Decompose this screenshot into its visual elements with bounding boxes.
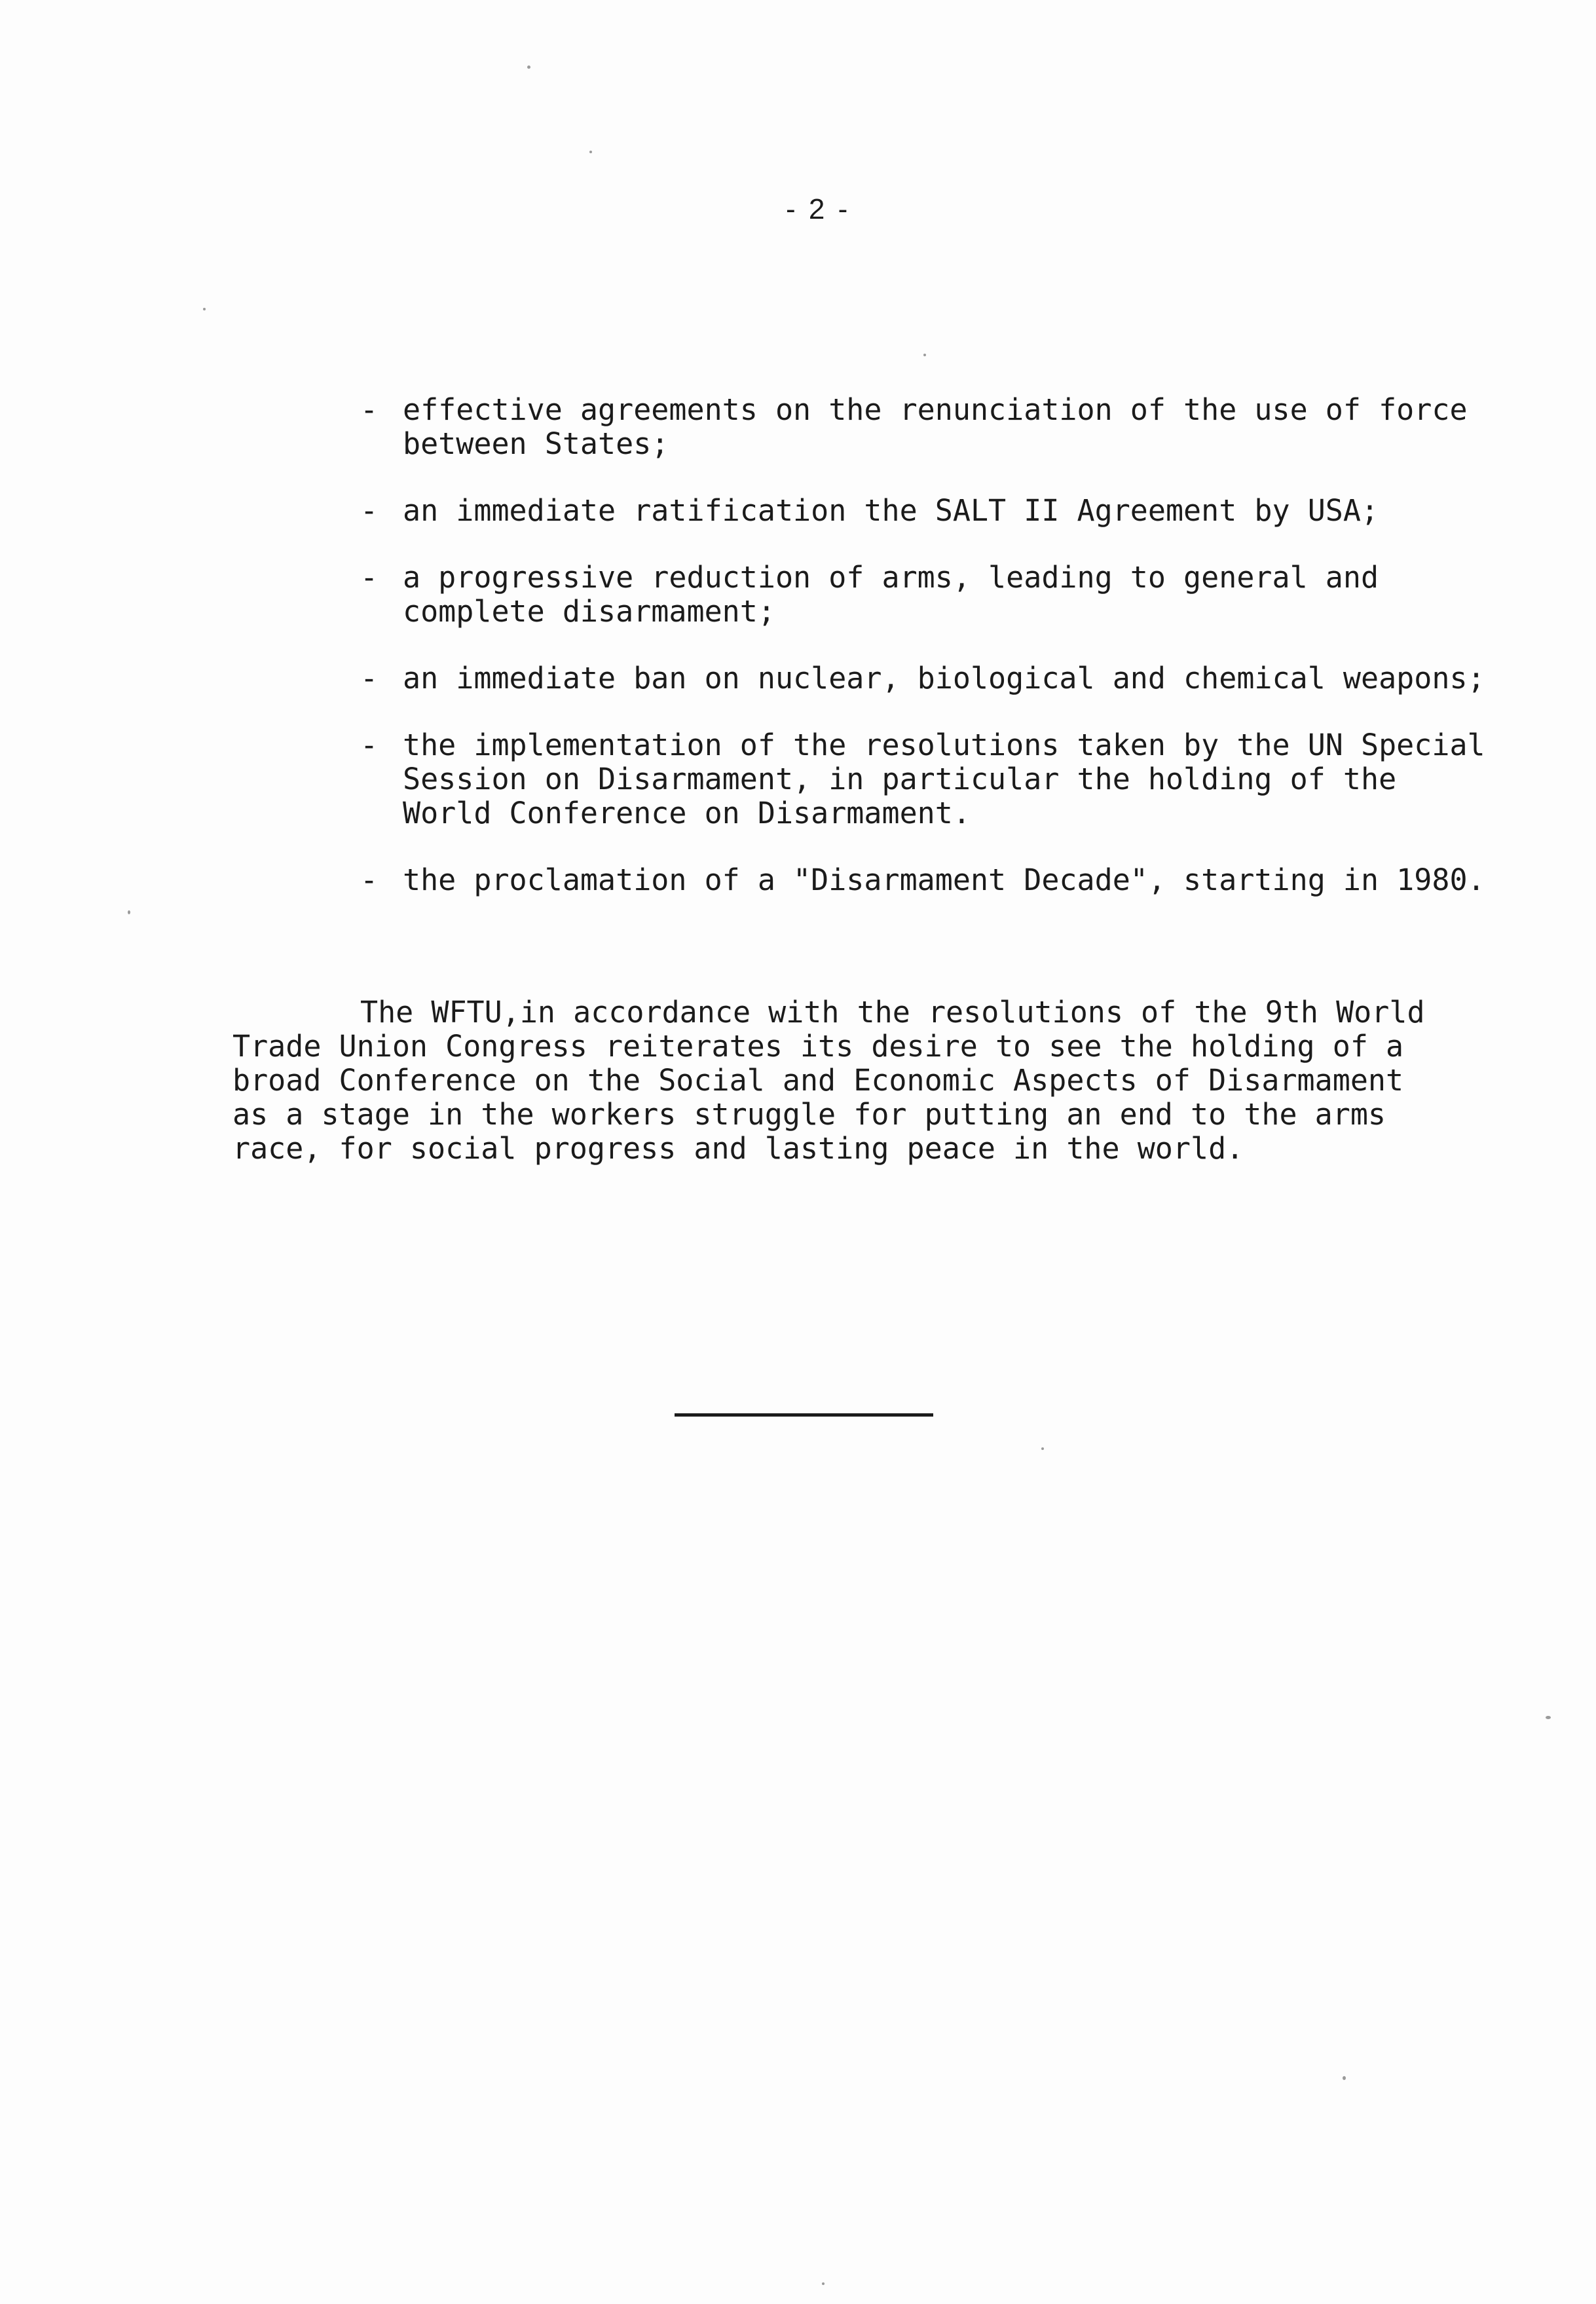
bullet-dash: - [360, 728, 379, 762]
scan-speckle [1343, 2076, 1346, 2080]
scan-speckle [1041, 1447, 1044, 1450]
bullet-dash: - [360, 392, 379, 427]
scan-speckle [822, 2282, 825, 2285]
scan-speckle [203, 308, 206, 310]
bullet-list [360, 393, 1487, 930]
bullet-dash: - [360, 493, 379, 528]
bullet-item [360, 728, 1487, 830]
scan-speckle [589, 151, 592, 153]
bullet-text: an immediate ratification the SALT II Agreement by USA; [403, 493, 1379, 528]
bullet-text: a progressive reduction of arms, leading to general and complete disarmament; [403, 560, 1379, 629]
bullet-item [360, 393, 1487, 461]
scan-speckle [527, 65, 530, 69]
scan-speckle [923, 354, 926, 356]
bullet-item [360, 863, 1487, 897]
bullet-text: the proclamation of a "Disarmament Decade", starting in 1980. [403, 863, 1485, 897]
bullet-item [360, 494, 1487, 528]
bullet-item [360, 561, 1487, 629]
bullet-text: an immediate ban on nuclear, biological and chemical weapons; [403, 661, 1485, 696]
scan-speckle [128, 910, 130, 914]
bullet-dash: - [360, 863, 379, 897]
page-number: - 2 - [786, 193, 851, 225]
bullet-text: effective agreements on the renunciation of the use of force between States; [403, 392, 1468, 461]
bullet-text: the implementation of the resolutions taken by the UN Special Session on Disarmament, in particular the holding of the World Conference on Disarmament. [403, 728, 1485, 830]
bullet-dash: - [360, 560, 379, 595]
horizontal-rule [675, 1413, 933, 1417]
bullet-item [360, 661, 1487, 696]
body-paragraph: The WFTU,in accordance with the resolutions of the 9th World Trade Union Congress reiterates its desire to see the holding of a broad Conference on the Social and Economic Aspects of Disarmament as a stage in the workers struggle for putting an end to the arms race, for social progress and lasting peace in the world. [232, 995, 1425, 1166]
scan-speckle [1546, 1716, 1551, 1719]
bullet-dash: - [360, 661, 379, 696]
